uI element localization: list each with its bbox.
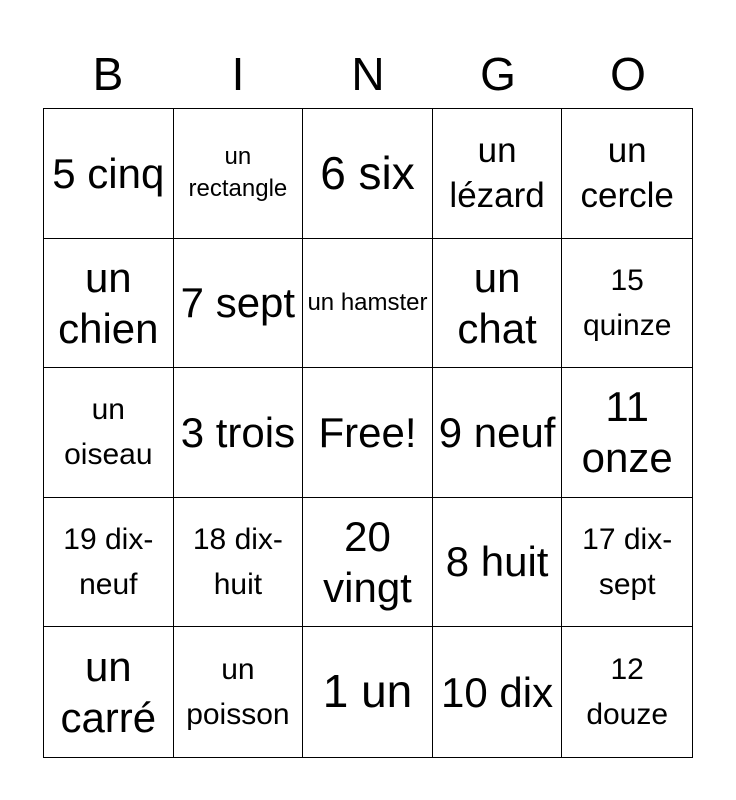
cell-text: un hamster bbox=[307, 288, 428, 316]
bingo-cell-r3-c4[interactable] bbox=[433, 368, 563, 498]
cell-text: 12 douze bbox=[586, 653, 669, 732]
bingo-cell-r4-c2[interactable] bbox=[174, 498, 304, 628]
cell-text: un rectangle bbox=[188, 142, 288, 203]
bingo-cell-r5-c1[interactable] bbox=[44, 627, 174, 757]
cell-text: 11 onze bbox=[581, 383, 673, 482]
bingo-cell-r3-c5[interactable] bbox=[562, 368, 692, 498]
bingo-cell-r5-c3[interactable] bbox=[303, 627, 433, 757]
bingo-cell-r5-c4[interactable] bbox=[433, 627, 563, 757]
cell-text: 1 un bbox=[322, 665, 413, 718]
bingo-cell-r1-c2[interactable] bbox=[174, 109, 304, 239]
bingo-cell-r1-c5[interactable] bbox=[562, 109, 692, 239]
cell-text: 7 sept bbox=[180, 279, 296, 327]
header-letter-i: I bbox=[231, 48, 245, 100]
bingo-cell-r2-c4[interactable] bbox=[433, 239, 563, 369]
bingo-cell-r4-c1[interactable] bbox=[44, 498, 174, 628]
bingo-card bbox=[43, 108, 693, 758]
bingo-header bbox=[43, 40, 693, 108]
bingo-cell-r2-c3[interactable] bbox=[303, 239, 433, 369]
cell-text: 5 cinq bbox=[52, 149, 165, 197]
bingo-cell-r1-c4[interactable] bbox=[433, 109, 563, 239]
cell-text: 19 dix-neuf bbox=[63, 523, 154, 602]
cell-text: 10 dix bbox=[441, 668, 554, 716]
cell-text: un carré bbox=[60, 642, 157, 742]
bingo-cell-r1-c1[interactable] bbox=[44, 109, 174, 239]
cell-text: 20 vingt bbox=[323, 512, 412, 612]
header-letter-n: N bbox=[351, 48, 385, 100]
bingo-cell-r2-c5[interactable] bbox=[562, 239, 692, 369]
cell-text: 15 quinze bbox=[582, 263, 672, 342]
cell-text: un oiseau bbox=[64, 393, 153, 472]
bingo-cell-r4-c3[interactable] bbox=[303, 498, 433, 628]
bingo-cell-r3-c2[interactable] bbox=[174, 368, 304, 498]
cell-text: un chat bbox=[457, 253, 537, 352]
cell-text: 17 dix-sept bbox=[582, 523, 673, 602]
cell-text: un poisson bbox=[186, 653, 290, 732]
bingo-cell-r4-c4[interactable] bbox=[433, 498, 563, 628]
bingo-cell-r2-c2[interactable] bbox=[174, 239, 304, 369]
cell-text: 8 huit bbox=[445, 538, 549, 586]
bingo-cell-r3-c1[interactable] bbox=[44, 368, 174, 498]
bingo-cell-r5-c2[interactable] bbox=[174, 627, 304, 757]
bingo-cell-free[interactable] bbox=[303, 368, 433, 498]
cell-text: un cercle bbox=[580, 130, 674, 216]
cell-text: un lézard bbox=[449, 130, 545, 216]
bingo-cell-r4-c5[interactable] bbox=[562, 498, 692, 628]
cell-text: 18 dix-huit bbox=[192, 523, 283, 602]
bingo-cell-r5-c5[interactable] bbox=[562, 627, 692, 757]
bingo-cell-r1-c3[interactable] bbox=[303, 109, 433, 239]
header-letter-g: G bbox=[480, 48, 516, 100]
cell-text: un chien bbox=[58, 253, 159, 352]
cell-text: 9 neuf bbox=[438, 408, 556, 456]
header-letter-o: O bbox=[610, 48, 646, 100]
header-letter-b: B bbox=[92, 48, 124, 100]
free-space-text: Free! bbox=[318, 408, 417, 456]
cell-text: 3 trois bbox=[180, 408, 296, 456]
bingo-cell-r2-c1[interactable] bbox=[44, 239, 174, 369]
cell-text: 6 six bbox=[320, 146, 415, 199]
